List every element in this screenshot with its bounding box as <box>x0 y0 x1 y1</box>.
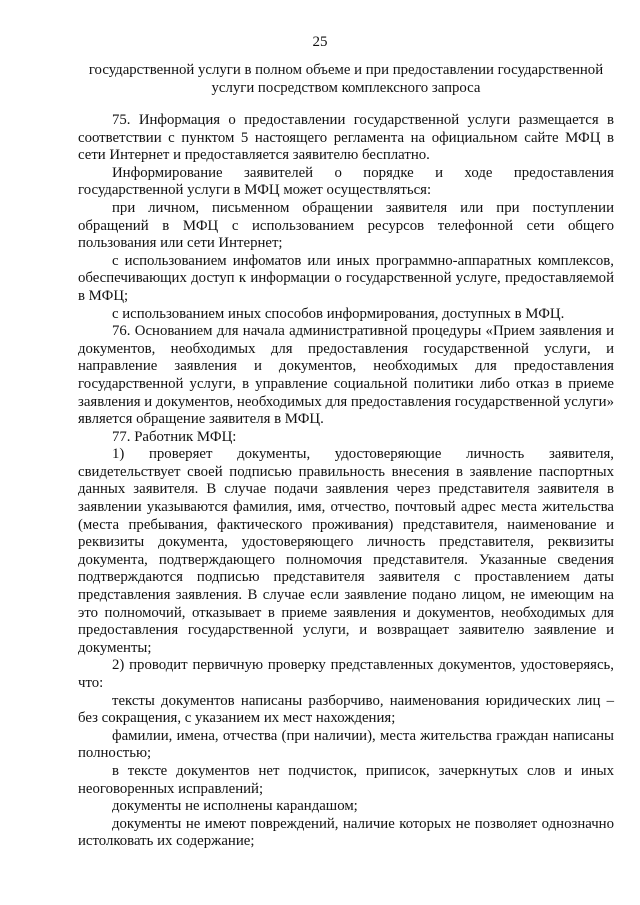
list-item: документы не имеют повреждений, наличие которых не позволяет однозначно истолковать их содержание; <box>78 815 614 850</box>
list-item: фамилии, имена, отчества (при наличии), места жительства граждан написаны полностью; <box>78 727 614 762</box>
paragraph-75: 75. Информация о предоставлении государственной услуги размещается в соответствии с пунктом 5 настоящего регламента на официальном сайте МФЦ в сети Интернет и предоставляется заявителю бесплатно. <box>78 112 614 164</box>
list-item: тексты документов написаны разборчиво, наименования юридических лиц – без сокращения, с указанием их мест нахождения; <box>78 692 614 727</box>
paragraph-76: 76. Основанием для начала административной процедуры «Прием заявления и документов, необходимых для предоставления государственной услуги, и направление заявления и документов, необходимых для предоставления государственной услуги, в управление социальной политики либо отказ в приеме заявления и документов, необходимых для предоставления государственной услуги» является обращение заявителя в МФЦ. <box>78 323 615 428</box>
paragraph-77: 77. Работник МФЦ: <box>112 428 237 445</box>
list-item: при личном, письменном обращении заявителя или при поступлении обращений в МФЦ с использованием ресурсов телефонной сети общего пользования или сети Интернет; <box>78 199 614 252</box>
list-item: документы не исполнены карандашом; <box>112 798 358 815</box>
document-body <box>78 112 614 851</box>
list-item: с использованием инфоматов или иных программно-аппаратных комплексов, обеспечивающих доступ к информации о государственной услуге, предоставляемой в МФЦ; <box>78 252 614 304</box>
paragraph-informing: Информирование заявителей о порядке и ходе предоставления государственной услуги в МФЦ может осуществляться: <box>78 164 614 199</box>
list-item: с использованием иных способов информирования, доступных в МФЦ. <box>112 305 565 322</box>
list-item: 1) проверяет документы, удостоверяющие личность заявителя, свидетельствует своей подписью правильность внесения в заявление паспортных данных заявителя. В случае подачи заявления через представителя заявителя в заявлении указываются фамилия, имя, отчество, почтовый адрес места жительства (места пребывания, фактического проживания) представителя, наименование и реквизиты документа, удостоверяющего личность представителя, реквизиты документа, подтверждающего полномочия представителя. Указанные сведения подтверждаются подписью представителя заявителя с проставлением даты представления заявления. В случае если заявление подано лицом, не имеющим на это полномочий, отказывает в приеме заявления и документов, необходимых для предоставления государственной услуги, и возвращает заявителю заявление и документы; <box>78 446 614 656</box>
page-number: 25 <box>312 34 328 50</box>
list-item: в тексте документов нет подчисток, приписок, зачеркнутых слов и иных неоговоренных исправлений; <box>78 762 614 797</box>
section-heading: государственной услуги в полном объеме и при предоставлении государственной услуги посредством комплексного запроса <box>88 62 604 96</box>
list-item: 2) проводит первичную проверку представленных документов, удостоверяясь, что: <box>78 657 614 691</box>
